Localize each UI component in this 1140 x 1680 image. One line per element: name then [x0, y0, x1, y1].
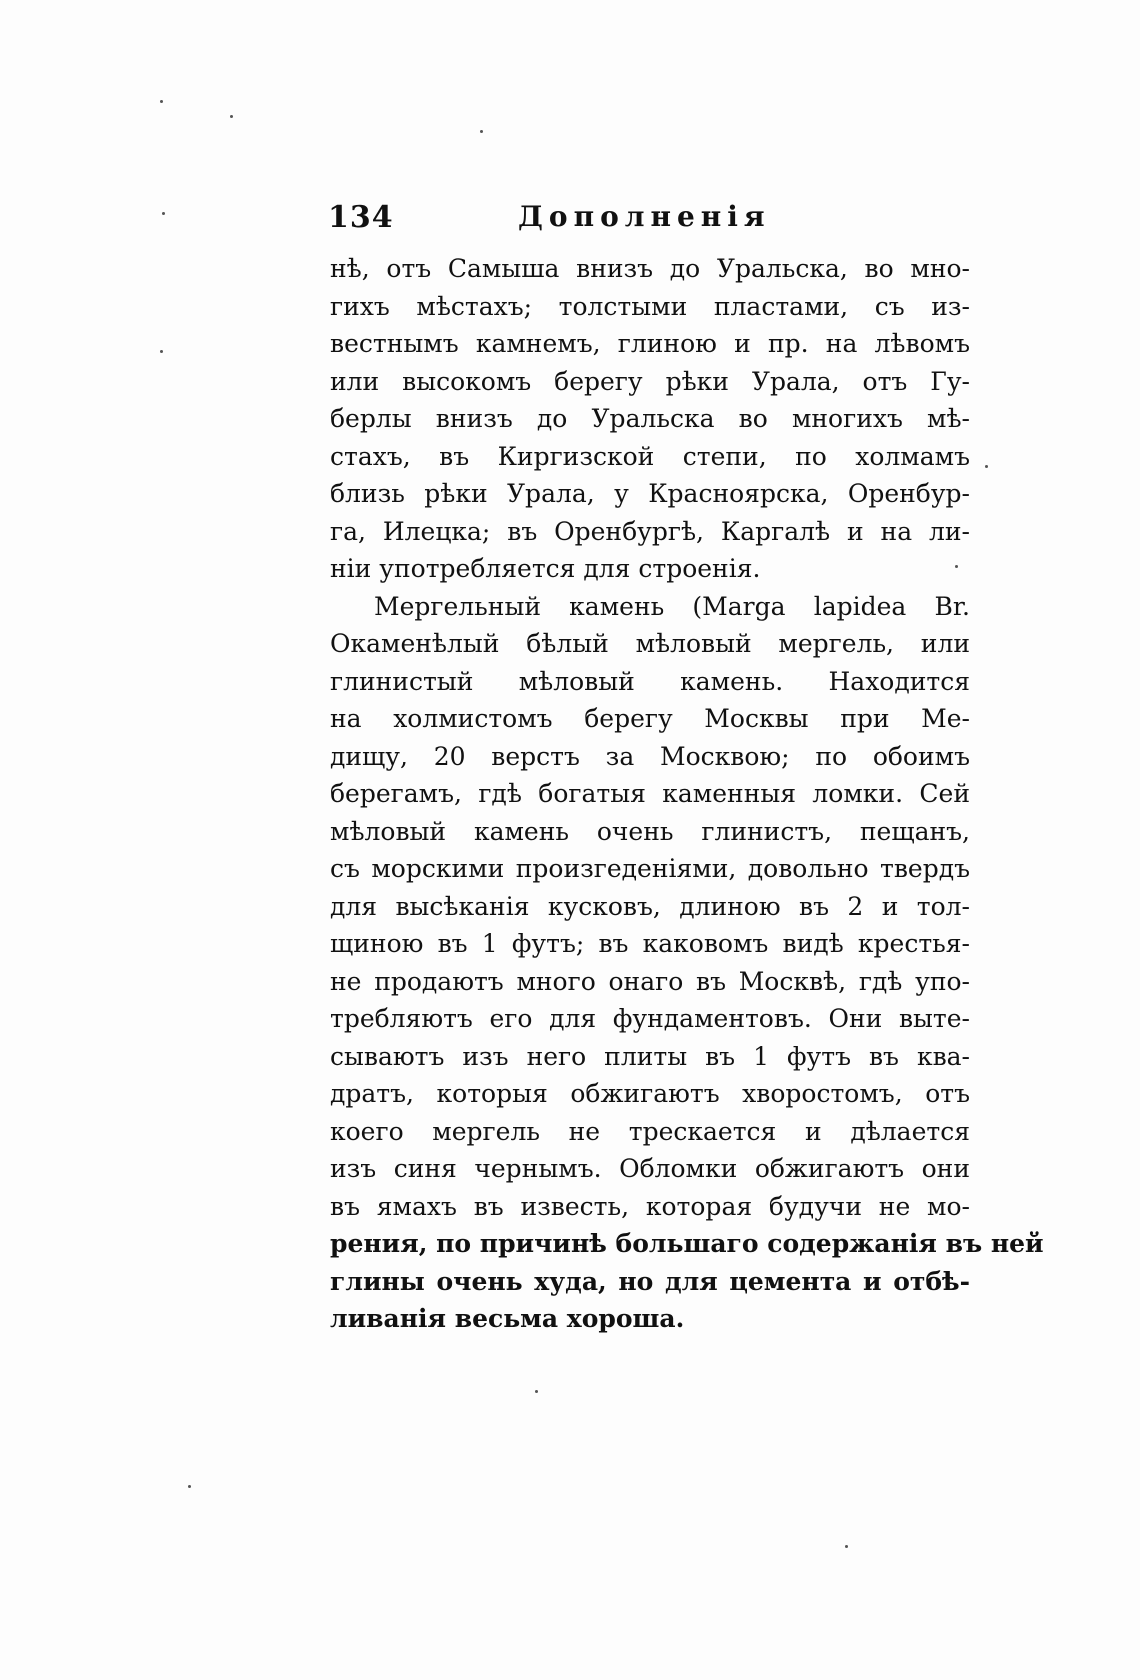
- text-line: глинистый мѣловый камень. Находится: [330, 666, 970, 696]
- print-speck: [188, 1485, 191, 1488]
- text-line: коего мергель не трескается и дѣлается: [330, 1116, 970, 1146]
- body-text: [330, 250, 1044, 1338]
- text-line: ніи употребляется для строенія.: [330, 554, 761, 583]
- text-line: глины очень худа, но для цемента и отбѣ-: [330, 1266, 970, 1296]
- text-line: или высокомъ берегу рѣки Урала, отъ Гу-: [330, 366, 970, 396]
- text-line: Окаменѣлый бѣлый мѣловый мергель, или: [330, 629, 970, 658]
- text-line: га, Илецка; въ Оренбургѣ, Каргалѣ и на ли-: [330, 516, 970, 546]
- text-line: гихъ мѣстахъ; толстыми пластами, съ из-: [330, 291, 970, 321]
- text-line: берегамъ, гдѣ богатыя каменныя ломки. Сей: [330, 779, 970, 808]
- text-line: на холмистомъ берегу Москвы при Ме-: [330, 704, 970, 733]
- text-line: сываютъ изъ него плиты въ 1 футъ въ ква-: [330, 1041, 970, 1071]
- print-speck: [162, 212, 165, 215]
- text-line: близь рѣки Урала, у Красноярска, Оренбур-: [330, 479, 970, 508]
- text-line: изъ синя чернымъ. Обломки обжигаютъ они: [330, 1154, 970, 1183]
- text-line: ливанія весьма хороша.: [330, 1304, 685, 1333]
- text-line: не продаютъ много онаго въ Москвѣ, гдѣ упо-: [330, 966, 970, 996]
- text-line: Мергельный камень (Marga lapidea Br.: [374, 591, 970, 621]
- text-line: мѣловый камень очень глинистъ, пещанъ,: [330, 816, 970, 846]
- text-line: дратъ, которыя обжигаютъ хворостомъ, отъ: [330, 1079, 970, 1108]
- print-speck: [535, 1390, 538, 1393]
- text-line: берлы внизъ до Уральска во многихъ мѣ-: [330, 404, 970, 433]
- running-head: Дополненія: [518, 200, 771, 233]
- text-line: съ морскими произгеденіями, довольно твердъ: [330, 854, 970, 883]
- text-line: нѣ, отъ Самыша внизъ до Уральска, во мно-: [330, 254, 970, 283]
- text-line: рения, по причинѣ большаго содержанія въ ней: [330, 1229, 1044, 1258]
- text-line: для высѣканія кусковъ, длиною въ 2 и тол-: [330, 891, 970, 921]
- print-speck: [230, 115, 233, 118]
- page-header: [328, 198, 968, 238]
- text-line: вестнымъ камнемъ, глиною и пр. на лѣвомъ: [330, 329, 970, 358]
- text-line: щиною въ 1 футъ; въ каковомъ видѣ крестья-: [330, 929, 970, 958]
- print-speck: [160, 100, 163, 103]
- print-speck: [985, 465, 988, 468]
- page-number: 134: [328, 200, 394, 235]
- print-speck: [845, 1545, 848, 1548]
- text-line: въ ямахъ въ известь, которая будучи не мо-: [330, 1191, 970, 1221]
- text-line: стахъ, въ Киргизской степи, по холмамъ: [330, 441, 970, 471]
- text-line: требляютъ его для фундаментовъ. Они выте-: [330, 1004, 970, 1033]
- print-speck: [480, 130, 483, 133]
- print-speck: [160, 350, 163, 353]
- text-line: дищу, 20 верстъ за Москвою; по обоимъ: [330, 741, 970, 771]
